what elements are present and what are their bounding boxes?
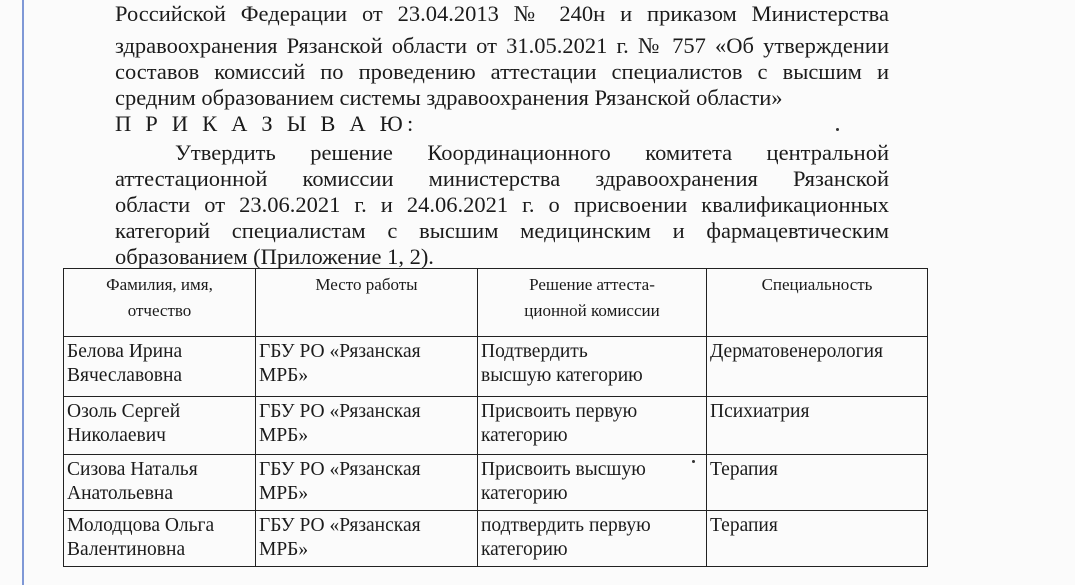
paragraph-line-2: здравоохранения Рязанской области от 31.05.2021 г. № 757 «Об утверждении	[115, 33, 889, 58]
order-line-4: категорий специалистам с высшим медицинским и фармацевтическим	[115, 218, 889, 243]
cell-name: Молодцова Ольга Валентиновна	[64, 511, 256, 567]
order-line-2: аттестационной комиссии министерства здравоохранения Рязанской	[115, 166, 889, 191]
order-heading: П Р И К А З Ы В А Ю:	[115, 111, 418, 136]
cell-decision: Присвоить высшую категорию	[478, 455, 707, 511]
cell-specialty: Психиатрия	[707, 397, 928, 455]
cell-specialty: Терапия	[707, 511, 928, 567]
cell-decision: Присвоить первую категорию	[478, 397, 707, 455]
cell-workplace: ГБУ РО «Рязанская МРБ»	[256, 337, 478, 397]
table-row	[64, 397, 928, 455]
cell-name: Сизова Наталья Анатольевна	[64, 455, 256, 511]
cell-specialty: Терапия	[707, 455, 928, 511]
cell-workplace: ГБУ РО «Рязанская МРБ»	[256, 397, 478, 455]
scan-speck	[836, 128, 839, 131]
cell-decision: Подтвердить высшую категорию	[478, 337, 707, 397]
cell-specialty: Дерматовенерология	[707, 337, 928, 397]
header-name: Фамилия, имя, отчество	[64, 269, 256, 337]
header-workplace: Место работы	[256, 269, 478, 337]
paragraph-line-1: Российской Федерации от 23.04.2013 № 240н и приказом Министерства	[115, 1, 889, 26]
order-line-1: Утвердить решение Координационного комитета центральной	[175, 140, 889, 165]
cell-workplace: ГБУ РО «Рязанская МРБ»	[256, 455, 478, 511]
table-header-row	[64, 269, 928, 337]
cell-workplace: ГБУ РО «Рязанская МРБ»	[256, 511, 478, 567]
order-line-5: образованием (Приложение 1, 2).	[115, 244, 434, 269]
scan-speck	[692, 460, 695, 463]
cell-name: Озоль Сергей Николаевич	[64, 397, 256, 455]
cell-decision: подтвердить первую категорию	[478, 511, 707, 567]
header-specialty: Специальность	[707, 269, 928, 337]
paragraph-line-4: средним образованием системы здравоохранения Рязанской области»	[115, 85, 783, 110]
table-row	[64, 337, 928, 397]
cell-name: Белова Ирина Вячеславовна	[64, 337, 256, 397]
table-row	[64, 455, 928, 511]
table-row	[64, 511, 928, 567]
header-decision: Решение аттеста- ционной комиссии	[478, 269, 707, 337]
margin-line	[22, 0, 24, 585]
order-line-3: области от 23.06.2021 г. и 24.06.2021 г. о присвоении квалификационных	[115, 192, 889, 217]
paragraph-line-3: составов комиссий по проведению аттестации специалистов с высшим и	[115, 59, 889, 84]
attestation-table	[63, 268, 928, 567]
